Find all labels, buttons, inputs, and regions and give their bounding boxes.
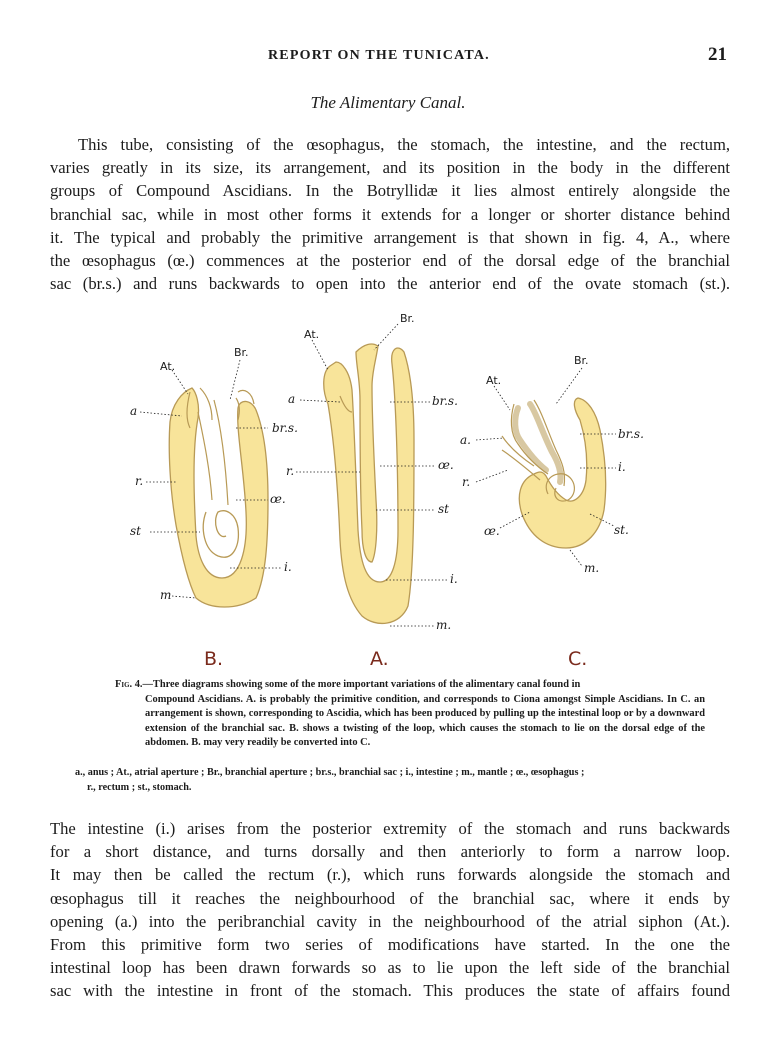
paragraph-line: It may then be called the rectum (r.), which runs forwards alongside the stomach and	[50, 865, 730, 885]
label-c-m: m.	[584, 561, 600, 575]
label-c-br: Br.	[574, 354, 589, 367]
label-a-oe: œ.	[438, 458, 454, 472]
figure-legend	[75, 766, 715, 795]
figure-caption	[115, 678, 705, 751]
label-a-br: Br.	[400, 312, 415, 325]
paragraph-line: intestinal loop has been drawn forwards so as to lie upon the left side of the branchial	[50, 958, 730, 978]
label-b-br: Br.	[234, 346, 249, 359]
figure-4-svg	[0, 300, 776, 670]
label-b-r: r.	[135, 474, 144, 488]
legend-line-2: r., rectum ; st., stomach.	[87, 781, 192, 793]
label-a-m: m.	[436, 618, 452, 632]
label-c-r: r.	[462, 475, 471, 489]
label-a-r: r.	[286, 464, 295, 478]
paragraph-line: œsophagus till it reaches the neighbourhood of the branchial sac, where it ends by	[50, 888, 730, 908]
paragraph-line: The intestine (i.) arises from the posterior extremity of the stomach and runs backwards	[50, 819, 730, 838]
paragraph-line: the œsophagus (œ.) commences at the posterior end of the dorsal edge of the branchial	[50, 251, 730, 271]
label-a-at: At.	[304, 328, 320, 341]
paragraph-line: From this primitive form two series of modifications have started. In the one the	[50, 935, 730, 955]
paragraph-intestine	[50, 817, 730, 1003]
paragraph-line: groups of Compound Ascidians. In the Botryllidæ it lies almost entirely alongside the	[50, 181, 730, 201]
label-c-oe: œ.	[484, 524, 500, 538]
diagram-a-letter: A.	[370, 648, 389, 670]
paragraph-line: varies greatly in its size, its arrangement, and its position in the body in the different	[50, 158, 730, 178]
label-b-a: a	[130, 404, 138, 418]
label-a-i: i.	[450, 572, 458, 586]
diagram-b	[130, 346, 298, 670]
label-a-st: st	[438, 502, 449, 516]
page-number: 21	[708, 44, 727, 65]
caption-body: Compound Ascidians. A. is probably the primitive condition, and corresponds to Ciona amongst Simple Ascidians. In C. an arrangement is shown, corresponding to Ascidia, which has been produced by pulling up the intestinal loop or by a downward extension of the branchial sac. B. shows a twisting of the loop, which causes the stomach to lie on the dorsal edge of the abdomen. B. may very readily be converted into C.	[145, 693, 705, 749]
caption-fig-label: Fig. 4.	[115, 679, 143, 690]
label-b-st: st	[130, 524, 141, 538]
running-header-title: REPORT ON THE TUNICATA.	[268, 48, 490, 63]
paragraph-alimentary-intro	[50, 133, 730, 295]
diagram-c-letter: C.	[568, 648, 588, 670]
label-b-at: At.	[160, 360, 176, 373]
paragraph-line: for a short distance, and turns dorsally and then anteriorly to form a narrow loop.	[50, 842, 730, 862]
label-b-m: m	[160, 588, 172, 602]
figure-4-diagrams	[0, 300, 776, 670]
paragraph-line: it. The typical and probably the primitive arrangement is that shown in fig. 4, A., where	[50, 227, 730, 247]
diagram-b-letter: B.	[204, 648, 224, 670]
label-a-brs: br.s.	[432, 394, 458, 408]
diagram-b-intestine	[198, 400, 228, 505]
label-c-i: i.	[618, 460, 626, 474]
paragraph-line: opening (a.) into the peribranchial cavity in the neighbourhood of the atrial siphon (At.).	[50, 911, 730, 931]
diagram-c	[460, 354, 644, 670]
label-c-at: At.	[486, 374, 502, 387]
diagram-b-stomach-loop	[203, 511, 238, 557]
label-c-a: a.	[460, 433, 471, 447]
label-b-brs: br.s.	[272, 421, 298, 435]
paragraph-line: This tube, consisting of the œsophagus, the stomach, the intestine, and the rectum,	[78, 135, 730, 154]
label-b-oe: œ.	[270, 492, 286, 506]
caption-first-line	[115, 678, 705, 693]
diagram-a	[286, 312, 458, 670]
diagram-a-oesophagus	[356, 344, 378, 562]
paragraph-line: sac (br.s.) and runs backwards to open into the anterior end of the ovate stomach (st.).	[50, 274, 730, 294]
label-c-brs: br.s.	[618, 427, 644, 441]
paragraph-line: sac with the intestine in front of the stomach. This produces the state of affairs found	[50, 981, 730, 1001]
label-b-i: i.	[284, 560, 292, 574]
caption-first-text: —Three diagrams showing some of the more important variations of the alimentary canal found in	[142, 679, 581, 690]
legend-line-1: a., anus ; At., atrial aperture ; Br., branchial aperture ; br.s., branchial sac ; i., intestine ; m., mantle ; œ., œsophagus ;	[75, 767, 585, 778]
section-heading: The Alimentary Canal.	[310, 93, 466, 112]
label-a-a: a	[288, 392, 296, 406]
label-c-st: st.	[614, 523, 629, 537]
paragraph-line: branchial sac, while in most other forms it extends for a longer or shorter distance behind	[50, 204, 730, 224]
diagram-c-oesophagus	[515, 404, 560, 482]
